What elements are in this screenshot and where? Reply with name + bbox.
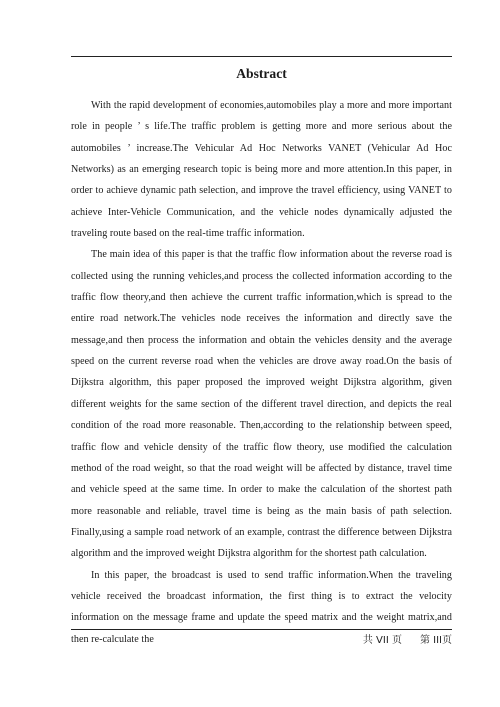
total-pages-label: 共 VII 页 [362,635,402,646]
footer-rule [71,629,452,630]
current-page-label: 第 III页 [419,635,452,646]
header-rule [71,56,452,57]
abstract-paragraph-3: In this paper, the broadcast is used to send traffic information.When the traveling vehicle received the broadcast information, the first thing is to extract the velocity information on the message frame and update the speed matrix and the weight matrix,and then re-calculate the [71,569,452,645]
abstract-paragraph-1: With the rapid development of economies,automobiles play a more and more important role in people ’ s life.The traffic problem is getting more and more serious about the automobiles ’ increase.The Vehicular Ad Hoc Networks VANET (Vehicular Ad Hoc Networks) as an emerging research topic is being more and more attention.In this paper, in order to achieve dynamic path selection, and improve the travel efficiency, using VANET to achieve Inter-Vehicle Communication, and the vehicle nodes dynamically adjusted the traveling route based on the real-time traffic information. [71,100,452,240]
abstract-title: Abstract [236,66,287,81]
abstract-body [71,95,452,650]
page-footer [71,633,452,649]
abstract-paragraph-2: The main idea of this paper is that the traffic flow information about the reverse road is collected using the running vehicles,and process the collected information according to the traffic flow theory,and then achieve the current traffic information,which is spread to the entire road network.The vehicles node receives the information and directly save the message,and then process the information and obtain the vehicles density and the average speed on the current reverse road when the vehicles are drove away road.On the basis of Dijkstra algorithm, this paper proposed the improved weight Dijkstra algorithm, given different weights for the same section of the different travel direction, and depicts the real condition of the road more reasonable. Then,according to the relationship between speed, traffic flow and vehicle density of the traffic flow theory, use modified the calculation method of the road weight, so that the road weight will be affected by distance, travel time and vehicle speed at the same time. In order to make the calculation of the shortest path more reasonable and reliable, travel time is being as the main basis of path selection. Finally,using a sample road network of an example, contrast the difference between Dijkstra algorithm and the improved weight Dijkstra algorithm for the shortest path calculation. [71,249,452,560]
